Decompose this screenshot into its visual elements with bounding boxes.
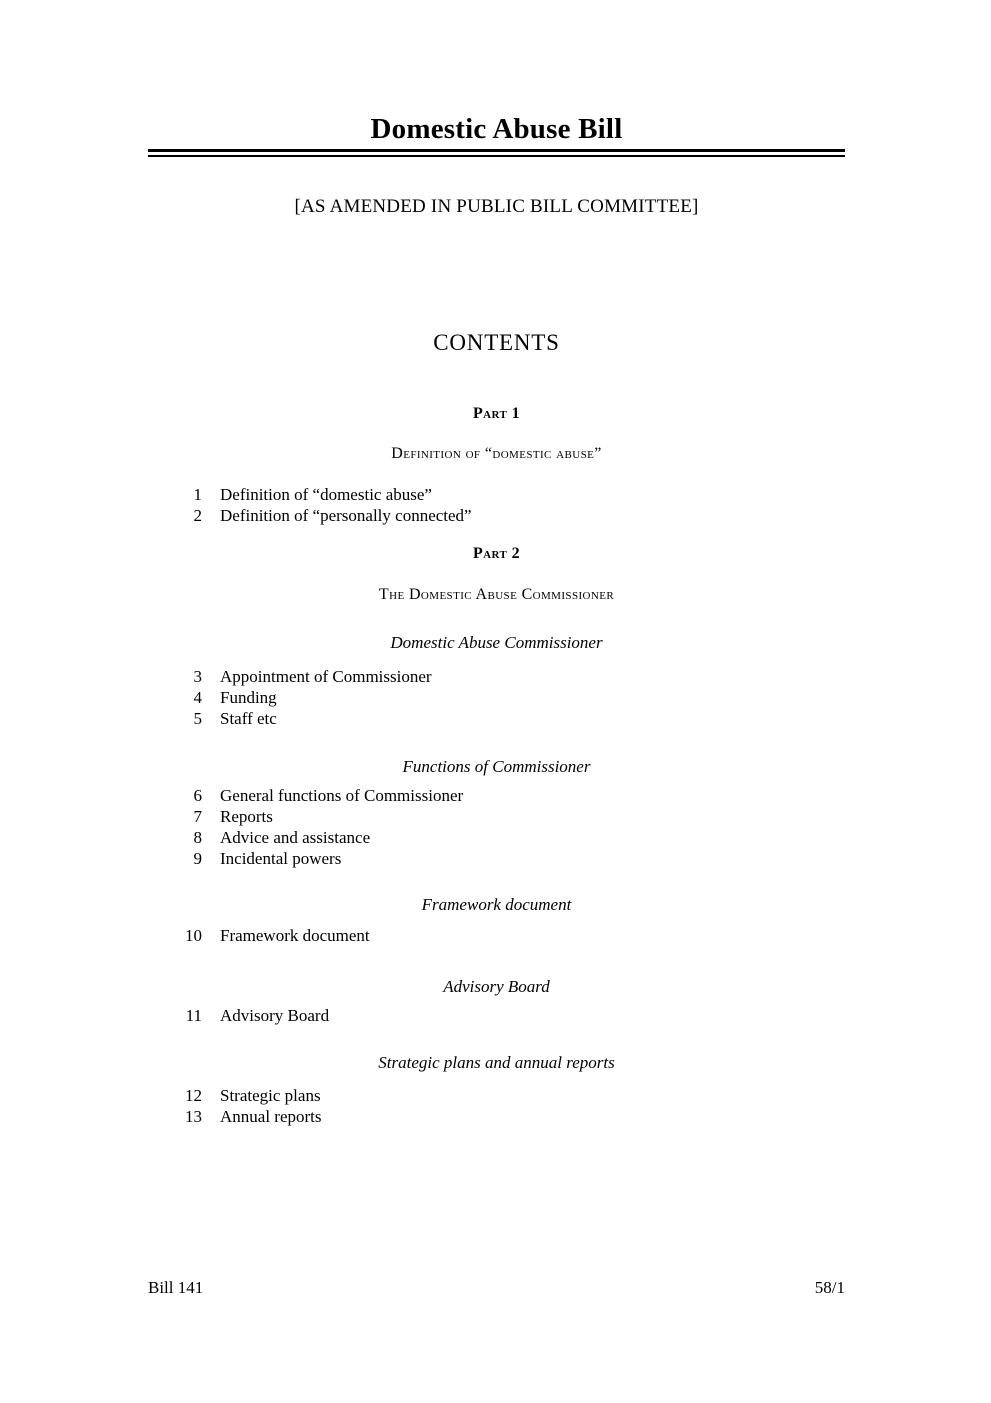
item-text: Reports xyxy=(220,807,273,826)
item-number: 10 xyxy=(185,926,202,945)
item-text: Staff etc xyxy=(220,709,277,728)
item-number: 1 xyxy=(193,485,202,504)
page-footer xyxy=(148,1278,845,1298)
part-1-title: Definition of “domestic abuse” xyxy=(391,445,602,462)
item-number: 9 xyxy=(193,849,202,868)
toc-item xyxy=(148,505,845,526)
item-text: Annual reports xyxy=(220,1107,322,1126)
item-text: Funding xyxy=(220,688,277,707)
toc-item xyxy=(148,848,845,869)
item-text: Strategic plans xyxy=(220,1086,321,1105)
toc-item xyxy=(148,806,845,827)
item-text: Incidental powers xyxy=(220,849,342,868)
item-number: 7 xyxy=(193,807,202,826)
item-text: Advice and assistance xyxy=(220,828,371,847)
section-subheading: Functions of Commissioner xyxy=(402,757,591,776)
toc-item xyxy=(148,484,845,505)
toc-item xyxy=(148,1005,845,1026)
toc-item xyxy=(148,925,845,946)
part-1-label: Part 1 xyxy=(472,405,520,422)
item-text: Definition of “personally connected” xyxy=(220,506,472,525)
bill-title: Domestic Abuse Bill xyxy=(370,113,623,145)
toc-item xyxy=(148,687,845,708)
item-text: Appointment of Commissioner xyxy=(220,667,432,686)
part-2-label: Part 2 xyxy=(472,545,520,562)
part-1-items xyxy=(148,484,845,526)
item-text: Framework document xyxy=(220,926,370,945)
item-number: 11 xyxy=(185,1006,202,1025)
item-number: 3 xyxy=(193,667,202,686)
section-subheading: Advisory Board xyxy=(443,977,550,996)
item-number: 4 xyxy=(193,688,202,707)
part-2-title: The Domestic Abuse Commissioner xyxy=(378,586,615,603)
item-text: Definition of “domestic abuse” xyxy=(220,485,432,504)
item-number: 5 xyxy=(193,709,202,728)
section-items xyxy=(148,925,845,946)
item-text: Advisory Board xyxy=(220,1006,330,1025)
item-number: 13 xyxy=(185,1107,202,1126)
section-items xyxy=(148,1005,845,1026)
section-items xyxy=(148,1085,845,1127)
toc-item xyxy=(148,785,845,806)
item-number: 2 xyxy=(193,506,202,525)
toc-item xyxy=(148,1106,845,1127)
item-number: 6 xyxy=(193,786,202,805)
title-rule xyxy=(148,149,845,157)
toc-item xyxy=(148,666,845,687)
toc-item xyxy=(148,708,845,729)
session-code: 58/1 xyxy=(814,1278,845,1297)
item-text: General functions of Commissioner xyxy=(220,786,464,805)
item-number: 8 xyxy=(193,828,202,847)
section-subheading: Framework document xyxy=(421,895,572,914)
amendment-note: [AS AMENDED IN PUBLIC BILL COMMITTEE] xyxy=(294,196,699,217)
section-subheading: Strategic plans and annual reports xyxy=(378,1053,615,1072)
toc-item xyxy=(148,1085,845,1106)
toc-item xyxy=(148,827,845,848)
item-number: 12 xyxy=(185,1086,202,1105)
bill-document-page xyxy=(148,0,845,1127)
section-items xyxy=(148,785,845,869)
section-items xyxy=(148,666,845,729)
section-subheading: Domestic Abuse Commissioner xyxy=(390,633,603,652)
bill-number: Bill 141 xyxy=(148,1278,204,1297)
contents-heading: CONTENTS xyxy=(433,330,560,355)
